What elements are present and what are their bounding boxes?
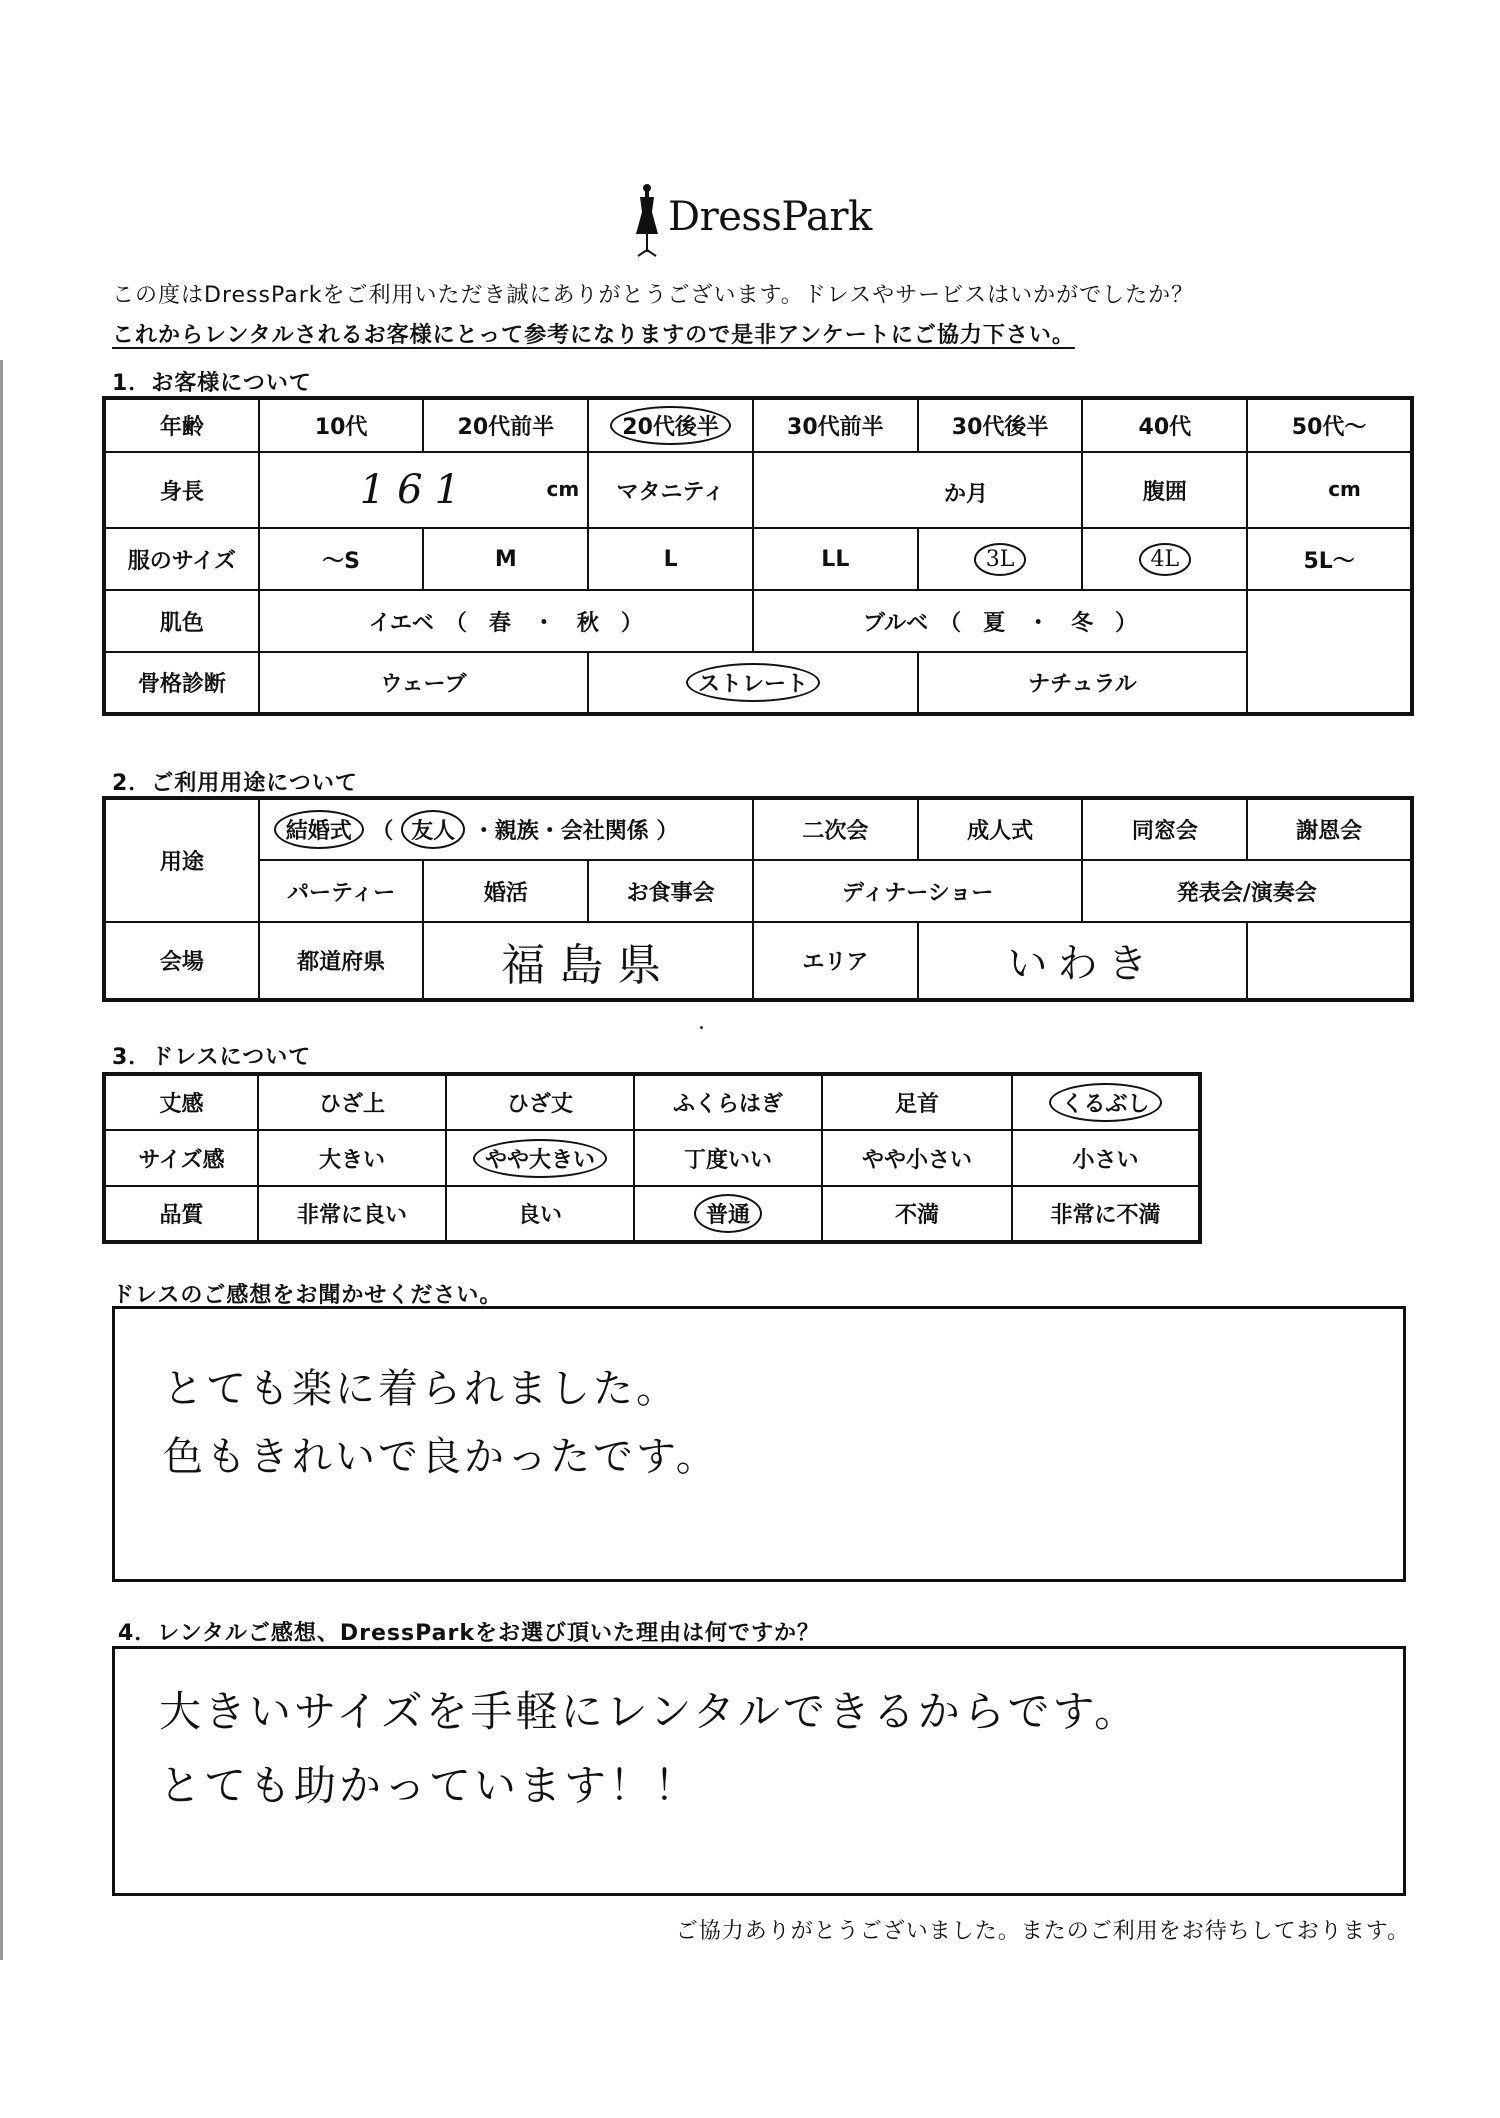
height-label: 身長 — [104, 452, 259, 528]
dress-table — [102, 1072, 1202, 1244]
quality-label: 品質 — [104, 1186, 258, 1242]
fit-option[interactable]: 大きい — [258, 1130, 446, 1186]
size-option[interactable]: LL — [753, 528, 918, 590]
selection-circle: くるぶし — [1049, 1083, 1161, 1122]
impression-box[interactable] — [112, 1306, 1406, 1582]
age-option[interactable]: 10代 — [259, 398, 424, 452]
thanks-message: ご協力ありがとうございました。またのご利用をお待ちしております。 — [675, 1919, 1410, 1944]
venue-label: 会場 — [104, 922, 259, 1000]
prefecture-label: 都道府県 — [259, 922, 424, 1000]
size-label: 服のサイズ — [104, 528, 259, 590]
prefecture-value[interactable]: 福島県 — [423, 922, 753, 1000]
quality-row — [104, 1186, 1200, 1242]
waist-field[interactable] — [1247, 452, 1412, 528]
area-value[interactable]: いわき — [918, 922, 1248, 1000]
size-option[interactable]: ～S — [259, 528, 424, 590]
fit-option[interactable]: 小さい — [1012, 1130, 1200, 1186]
fit-option[interactable]: 丁度いい — [634, 1130, 822, 1186]
height-value: 161 — [359, 467, 473, 513]
length-option[interactable]: ふくらはぎ — [634, 1074, 822, 1130]
height-field[interactable] — [259, 452, 589, 528]
impression-line: とても楽に着られました。 — [163, 1366, 679, 1412]
intro-request: これからレンタルされるお客様にとって参考になりますので是非アンケートにご協力下さい。 — [112, 323, 1075, 348]
reason-line: とても助かっています！！ — [159, 1761, 700, 1810]
reason-box[interactable] — [112, 1646, 1406, 1896]
section4-title: 4．レンタルご感想、DressParkをお選び頂いた理由は何ですか？ — [118, 1621, 820, 1646]
length-option[interactable]: 足首 — [822, 1074, 1012, 1130]
length-option[interactable]: ひざ丈 — [446, 1074, 634, 1130]
skin-row — [104, 590, 1412, 652]
skeleton-label: 骨格診断 — [104, 652, 259, 714]
intro-text: この度はDressParkをご利用いただき誠にありがとうございます。ドレスやサービスはいかがでしたか？ — [112, 283, 1195, 308]
fit-option[interactable]: やや小さい — [822, 1130, 1012, 1186]
size-option[interactable]: M — [423, 528, 588, 590]
wedding-rest: ・親族・会社関係 ） — [472, 819, 679, 844]
purpose-option[interactable]: 二次会 — [753, 798, 918, 860]
customer-table — [102, 396, 1414, 716]
skin-blue-option[interactable]: ブルベ （ 夏 ・ 冬 ） — [753, 590, 1247, 652]
height-unit: cm — [546, 477, 580, 501]
purpose-label: 用途 — [104, 798, 259, 922]
size-option-selected[interactable] — [1082, 528, 1247, 590]
purpose-option[interactable]: ディナーショー — [753, 860, 1083, 922]
age-row — [104, 398, 1412, 452]
quality-option[interactable]: 非常に不満 — [1012, 1186, 1200, 1242]
section2-title: 2．ご利用用途について — [112, 771, 358, 796]
fit-label: サイズ感 — [104, 1130, 258, 1186]
length-row — [104, 1074, 1200, 1130]
empty-cell — [1247, 590, 1412, 652]
quality-option-selected[interactable] — [634, 1186, 822, 1242]
length-label: 丈感 — [104, 1074, 258, 1130]
purpose-option[interactable]: 謝恩会 — [1247, 798, 1412, 860]
selection-circle: 結婚式 — [274, 810, 364, 849]
purpose-option[interactable]: 成人式 — [918, 798, 1083, 860]
maternity-label: マタニティ — [588, 452, 753, 528]
age-option[interactable]: 20代前半 — [423, 398, 588, 452]
age-label: 年齢 — [104, 398, 259, 452]
impression-title: ドレスのご感想をお聞かせください。 — [112, 1283, 503, 1308]
purpose-option[interactable]: 同窓会 — [1082, 798, 1247, 860]
skeleton-option[interactable]: ナチュラル — [918, 652, 1248, 714]
skeleton-option-selected[interactable] — [588, 652, 918, 714]
wedding-option[interactable] — [259, 798, 753, 860]
usage-table — [102, 796, 1414, 1002]
quality-option[interactable]: 非常に良い — [258, 1186, 446, 1242]
age-option[interactable]: 40代 — [1082, 398, 1247, 452]
age-option[interactable]: 30代前半 — [753, 398, 918, 452]
waist-unit: cm — [1328, 477, 1361, 501]
maternity-field[interactable] — [753, 452, 1083, 528]
scan-edge-line — [0, 360, 3, 1960]
selection-circle: ストレート — [686, 663, 820, 702]
selection-circle: 友人 — [401, 810, 465, 849]
skeleton-option[interactable]: ウェーブ — [259, 652, 589, 714]
dresspark-logo — [632, 182, 872, 262]
section3-title: 3．ドレスについて — [112, 1045, 312, 1070]
reason-line: 大きいサイズを手軽にレンタルできるからです。 — [159, 1687, 1140, 1736]
fit-row — [104, 1130, 1200, 1186]
quality-option[interactable]: 良い — [446, 1186, 634, 1242]
brand-name: DressPark — [668, 194, 872, 240]
waist-label: 腹囲 — [1082, 452, 1247, 528]
size-option[interactable]: 5L～ — [1247, 528, 1412, 590]
age-option[interactable]: 30代後半 — [918, 398, 1083, 452]
skeleton-row — [104, 652, 1412, 714]
scan-speck — [700, 1026, 703, 1029]
length-option-selected[interactable] — [1012, 1074, 1200, 1130]
purpose-row-2 — [104, 860, 1412, 922]
age-option[interactable]: 50代～ — [1247, 398, 1412, 452]
selection-circle: 普通 — [694, 1194, 762, 1233]
purpose-row-1 — [104, 798, 1412, 860]
venue-row — [104, 922, 1412, 1000]
selection-circle: 3L — [974, 543, 1027, 576]
wedding-paren: （ — [371, 819, 394, 844]
purpose-option[interactable]: パーティー — [259, 860, 424, 922]
selection-circle: 20代後半 — [610, 406, 731, 445]
empty-cell — [1247, 922, 1412, 1000]
purpose-option[interactable]: 婚活 — [423, 860, 588, 922]
section1-title: 1．お客様について — [112, 371, 312, 396]
purpose-option[interactable]: お食事会 — [588, 860, 753, 922]
selection-circle: やや大きい — [473, 1139, 607, 1178]
empty-cell — [1247, 652, 1412, 714]
maternity-unit: か月 — [943, 482, 988, 507]
size-option[interactable]: L — [588, 528, 753, 590]
length-option[interactable]: ひざ上 — [258, 1074, 446, 1130]
size-option-selected[interactable] — [918, 528, 1083, 590]
skin-label: 肌色 — [104, 590, 259, 652]
height-row — [104, 452, 1412, 528]
dress-mannequin-icon — [632, 182, 662, 262]
area-label: エリア — [753, 922, 918, 1000]
fit-option-selected[interactable] — [446, 1130, 634, 1186]
quality-option[interactable]: 不満 — [822, 1186, 1012, 1242]
selection-circle: 4L — [1139, 543, 1192, 576]
skin-yellow-option[interactable]: イエベ （ 春 ・ 秋 ） — [259, 590, 753, 652]
purpose-option[interactable]: 発表会/演奏会 — [1082, 860, 1412, 922]
impression-line: 色もきれいで良かったです。 — [163, 1434, 719, 1480]
age-option-selected[interactable] — [588, 398, 753, 452]
size-row — [104, 528, 1412, 590]
